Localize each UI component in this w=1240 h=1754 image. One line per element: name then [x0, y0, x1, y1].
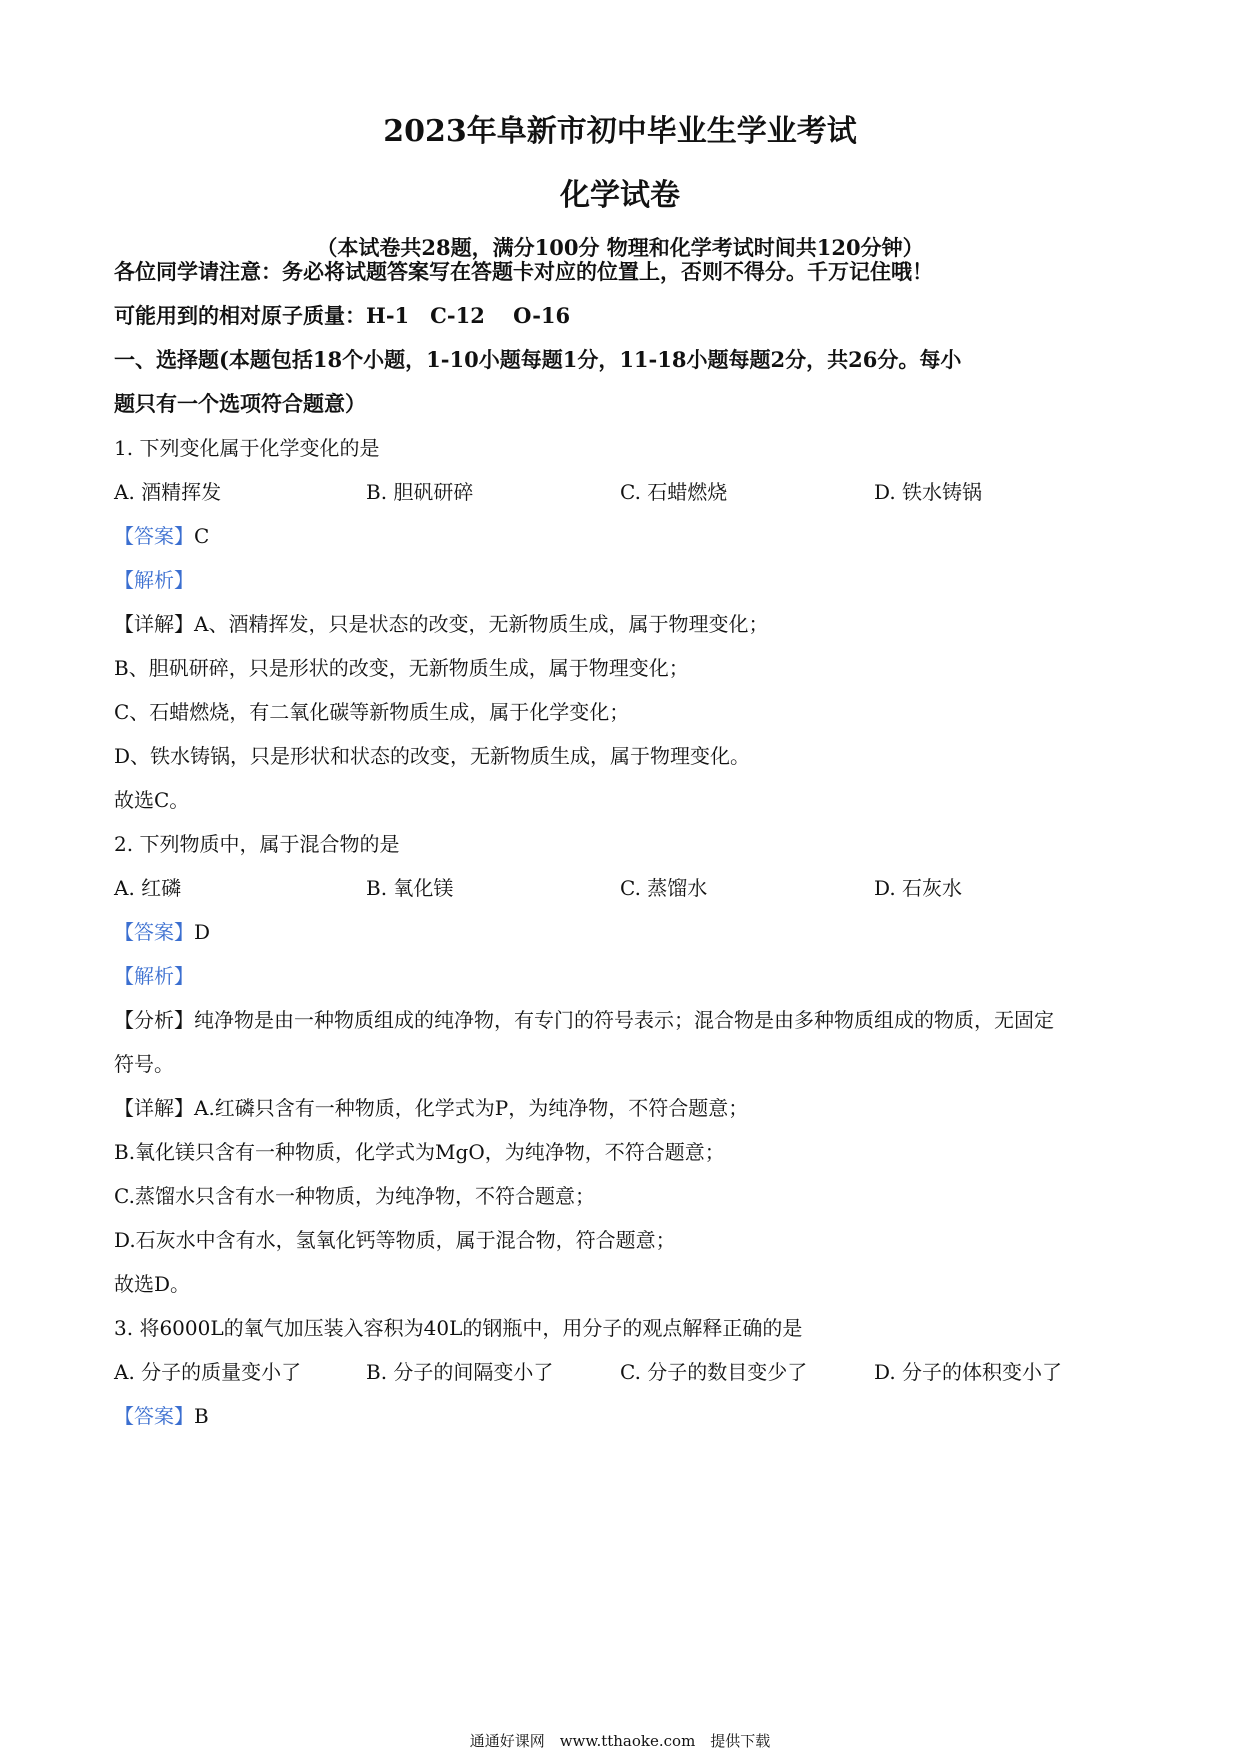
q2-analysis-text: 纯净物是由一种物质组成的纯净物，有专门的符号表示；混合物是由多种物质组成的物质，无固定	[194, 1008, 1054, 1032]
q2-conclusion: 故选D。	[114, 1272, 191, 1296]
q2-option-d: D. 石灰水	[874, 876, 963, 900]
q2-stem: 2. 下列物质中，属于混合物的是	[114, 832, 400, 856]
q2-detail-text: A.红磷只含有一种物质，化学式为P，为纯净物，不符合题意；	[194, 1096, 749, 1120]
q1-detail	[114, 608, 768, 637]
q1-analysis-tag: 【解析】	[114, 568, 194, 592]
answer-tag: 【答案】	[114, 1404, 194, 1428]
exam-subtitle: 化学试卷	[560, 178, 680, 213]
q3-option-c: C. 分子的数目变少了	[620, 1360, 808, 1384]
q2-option-c: C. 蒸馏水	[620, 876, 708, 900]
q2-answer-value: D	[194, 920, 211, 944]
answer-tag: 【答案】	[114, 524, 194, 548]
q2-analysis-label: 【分析】	[114, 1008, 194, 1032]
q1-answer-value: C	[194, 524, 210, 548]
q2-detail-line: C.蒸馏水只含有水一种物质，为纯净物，不符合题意；	[114, 1184, 595, 1208]
q2-detail	[114, 1092, 748, 1121]
notice: 各位同学请注意：务必将试题答案写在答题卡对应的位置上，否则不得分。千万记住哦！	[114, 259, 933, 284]
q1-option-d: D. 铁水铸锅	[874, 480, 983, 504]
q2-detail-tag: 【详解】	[114, 1096, 194, 1120]
q1-detail-line: D、铁水铸锅，只是形状和状态的改变，无新物质生成，属于物理变化。	[114, 744, 751, 768]
q2-answer	[114, 916, 210, 945]
q3-answer	[114, 1400, 209, 1429]
page-footer: 通通好课网 www.tthaoke.com 提供下载	[469, 1732, 771, 1750]
atomic-mass: 可能用到的相对原子质量：H-1 C-12 O-16	[114, 303, 571, 328]
q1-option-a: A. 酒精挥发	[114, 480, 222, 504]
q2-analysis	[114, 1004, 1054, 1033]
q1-detail-line: B、胆矾研碎，只是形状的改变，无新物质生成，属于物理变化；	[114, 656, 689, 680]
q3-answer-value: B	[194, 1404, 209, 1428]
q2-analysis-tag: 【解析】	[114, 964, 194, 988]
q2-analysis-line2: 符号。	[114, 1052, 174, 1076]
q3-stem: 3. 将6000L的氧气加压装入容积为40L的钢瓶中，用分子的观点解释正确的是	[114, 1316, 803, 1340]
q1-answer	[114, 520, 209, 549]
q3-option-b: B. 分子的间隔变小了	[366, 1360, 554, 1384]
q2-detail-line: B.氧化镁只含有一种物质，化学式为MgO，为纯净物，不符合题意；	[114, 1140, 725, 1164]
answer-tag: 【答案】	[114, 920, 194, 944]
section-heading-line1: 一、选择题(本题包括18个小题，1-10小题每题1分，11-18小题每题2分，共26分。每小	[114, 347, 962, 372]
q3-option-d: D. 分子的体积变小了	[874, 1360, 1063, 1384]
exam-title: 2023年阜新市初中毕业生学业考试	[383, 114, 857, 149]
q1-stem: 1. 下列变化属于化学变化的是	[114, 436, 380, 460]
q1-conclusion: 故选C。	[114, 788, 190, 812]
q1-detail-text: A、酒精挥发，只是状态的改变，无新物质生成，属于物理变化；	[194, 612, 769, 636]
q1-detail-line: C、石蜡燃烧，有二氧化碳等新物质生成，属于化学变化；	[114, 700, 630, 724]
q1-option-c: C. 石蜡燃烧	[620, 480, 728, 504]
q2-option-b: B. 氧化镁	[366, 876, 454, 900]
q1-detail-tag: 【详解】	[114, 612, 194, 636]
exam-info: （本试卷共28题，满分100分 物理和化学考试时间共120分钟）	[316, 235, 924, 260]
q2-option-a: A. 红磷	[114, 876, 182, 900]
section-heading-line2: 题只有一个选项符合题意）	[114, 391, 366, 416]
q1-option-b: B. 胆矾研碎	[366, 480, 474, 504]
q3-option-a: A. 分子的质量变小了	[114, 1360, 302, 1384]
q2-detail-line: D.石灰水中含有水，氢氧化钙等物质，属于混合物，符合题意；	[114, 1228, 676, 1252]
